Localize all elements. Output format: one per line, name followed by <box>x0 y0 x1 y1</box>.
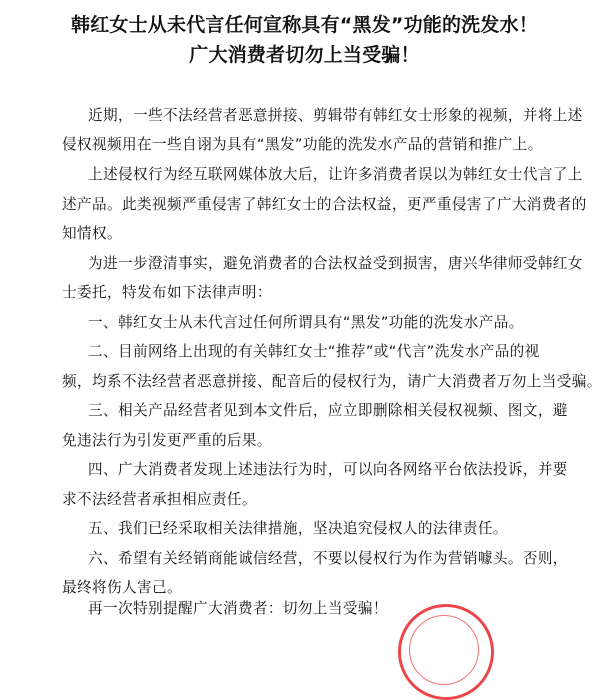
body-line: 二、目前网络上出现的有关韩红女士“推荐”或“代言”洗发水产品的视 <box>88 343 540 360</box>
body-line: 为进一步澄清事实，避免消费者的合法权益受到损害，唐兴华律师受韩红女 <box>88 255 583 272</box>
body-line: 述产品。此类视频严重侵害了韩红女士的合法权益，更严重侵害了广大消费者的 <box>62 196 587 213</box>
body-line: 六、希望有关经销商能诚信经营，不要以侵权行为作为营销噱头。否则， <box>88 550 568 567</box>
body-line: 上述侵权行为经互联网媒体放大后，让许多消费者误以为韩红女士代言了上 <box>88 166 583 183</box>
red-seal-stamp <box>398 604 494 700</box>
body-line: 最终将伤人害己。 <box>62 579 182 596</box>
body-line: 再一次特别提醒广大消费者：切勿上当受骗！ <box>88 600 388 617</box>
body-line: 一、韩红女士从未代言过任何所谓具有“黑发”功能的洗发水产品。 <box>88 314 524 331</box>
body-line: 频，均系不法经营者恶意拼接、配音后的侵权行为，请广大消费者万勿上当受骗。 <box>62 373 602 390</box>
body-line: 四、广大消费者发现上述违法行为时，可以向各网络平台依法投诉，并要 <box>88 461 568 478</box>
body-line: 三、相关产品经营者见到本文件后，应立即删除相关侵权视频、图文，避 <box>88 402 568 419</box>
body-line: 免违法行为引发更严重的后果。 <box>62 432 272 449</box>
body-line: 求不法经营者承担相应责任。 <box>62 491 257 508</box>
document-title-line-1: 韩红女士从未代言任何宣称具有“黑发”功能的洗发水！ <box>71 14 538 36</box>
body-line: 五、我们已经采取相关法律措施，坚决追究侵权人的法律责任。 <box>88 520 508 537</box>
body-line: 知情权。 <box>62 225 122 242</box>
body-line: 士委托，特发布如下法律声明： <box>62 284 272 301</box>
body-line: 近期，一些不法经营者恶意拼接、剪辑带有韩红女士形象的视频，并将上述 <box>88 107 583 124</box>
red-seal-inner-ring <box>409 615 479 685</box>
document-title-line-2: 广大消费者切勿上当受骗！ <box>189 44 420 66</box>
body-line: 侵权视频用在一些自诩为具有“黑发”功能的洗发水产品的营销和推广上。 <box>62 136 543 153</box>
